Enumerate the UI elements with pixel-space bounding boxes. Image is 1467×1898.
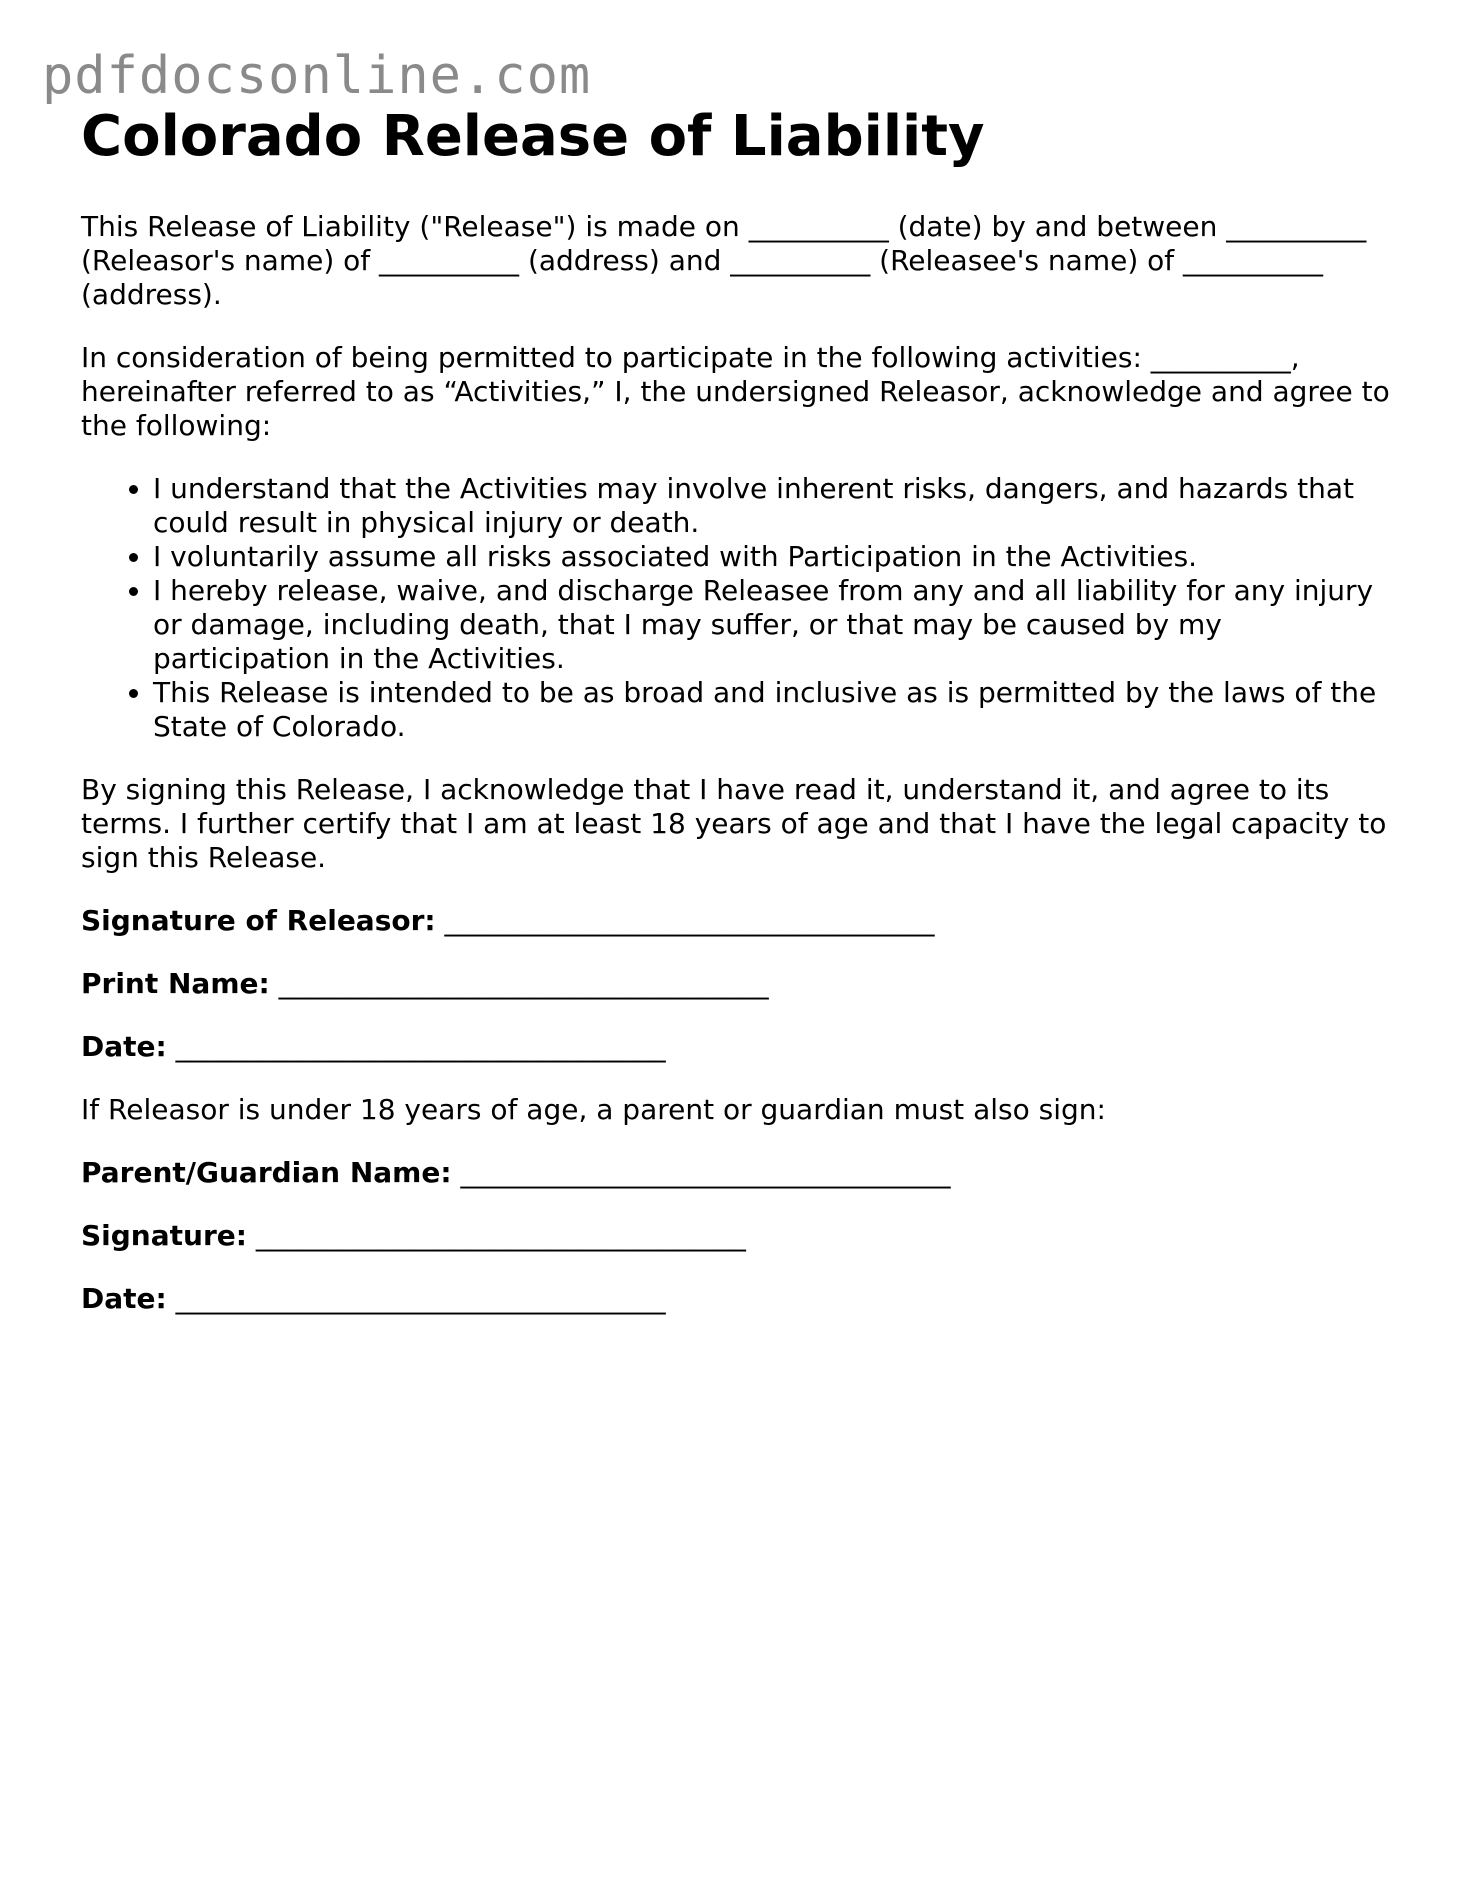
print-name-field <box>81 967 1391 1001</box>
intro-paragraph: This Release of Liability ("Release") is made on __________ (date) by and between __________ (Releasor's name) of __________ (address) and __________ (Releasee's name) of __________ (address). <box>81 210 1367 311</box>
acknowledgement-paragraph: By signing this Release, I acknowledge that I have read it, understand it, and agree to its terms. I further certify that I am at least 18 years of age and that I have the legal capacity to sign this Release. <box>81 773 1387 874</box>
guardian-name-line[interactable]: ___________________________________ <box>460 1156 951 1189</box>
guardian-date-field <box>81 1282 1391 1316</box>
field-label: Date: <box>81 1282 167 1315</box>
releasor-date-field <box>81 1030 1391 1064</box>
page-title: Colorado Release of Liability <box>81 104 985 169</box>
terms-list <box>81 472 1391 744</box>
minor-notice: If Releasor is under 18 years of age, a parent or guardian must also sign: <box>81 1093 1106 1126</box>
consideration-paragraph: In consideration of being permitted to participate in the following activities: __________, hereinafter referred to as “Activities,” I, the undersigned Releasor, acknowledge and agree to the following: <box>81 341 1390 442</box>
list-item: • I hereby release, waive, and discharge Releasee from any and all liability for any injury or damage, including death, that I may suffer, or that may be caused by my participation in the Activities. <box>153 574 1391 676</box>
field-label: Print Name: <box>81 967 270 1000</box>
watermark: pdfdocsonline.com <box>42 46 592 106</box>
list-item: • I understand that the Activities may involve inherent risks, dangers, and hazards that could result in physical injury or death. <box>153 472 1391 540</box>
releasor-signature-field <box>81 904 1391 938</box>
field-label: Date: <box>81 1030 167 1063</box>
list-item: • This Release is intended to be as broad and inclusive as is permitted by the laws of the State of Colorado. <box>153 676 1391 744</box>
field-label: Signature of Releasor: <box>81 904 436 937</box>
guardian-name-field <box>81 1156 1391 1190</box>
list-item: • I voluntarily assume all risks associated with Participation in the Activities. <box>153 540 1391 574</box>
date-line[interactable]: ___________________________________ <box>175 1030 666 1063</box>
guardian-signature-field <box>81 1219 1391 1253</box>
guardian-date-line[interactable]: ___________________________________ <box>175 1282 666 1315</box>
guardian-signature-line[interactable]: ___________________________________ <box>255 1219 746 1252</box>
field-label: Signature: <box>81 1219 247 1252</box>
document <box>81 100 1391 1316</box>
print-name-line[interactable]: ___________________________________ <box>278 967 769 1000</box>
field-label: Parent/Guardian Name: <box>81 1156 452 1189</box>
signature-line[interactable]: ___________________________________ <box>444 904 935 937</box>
